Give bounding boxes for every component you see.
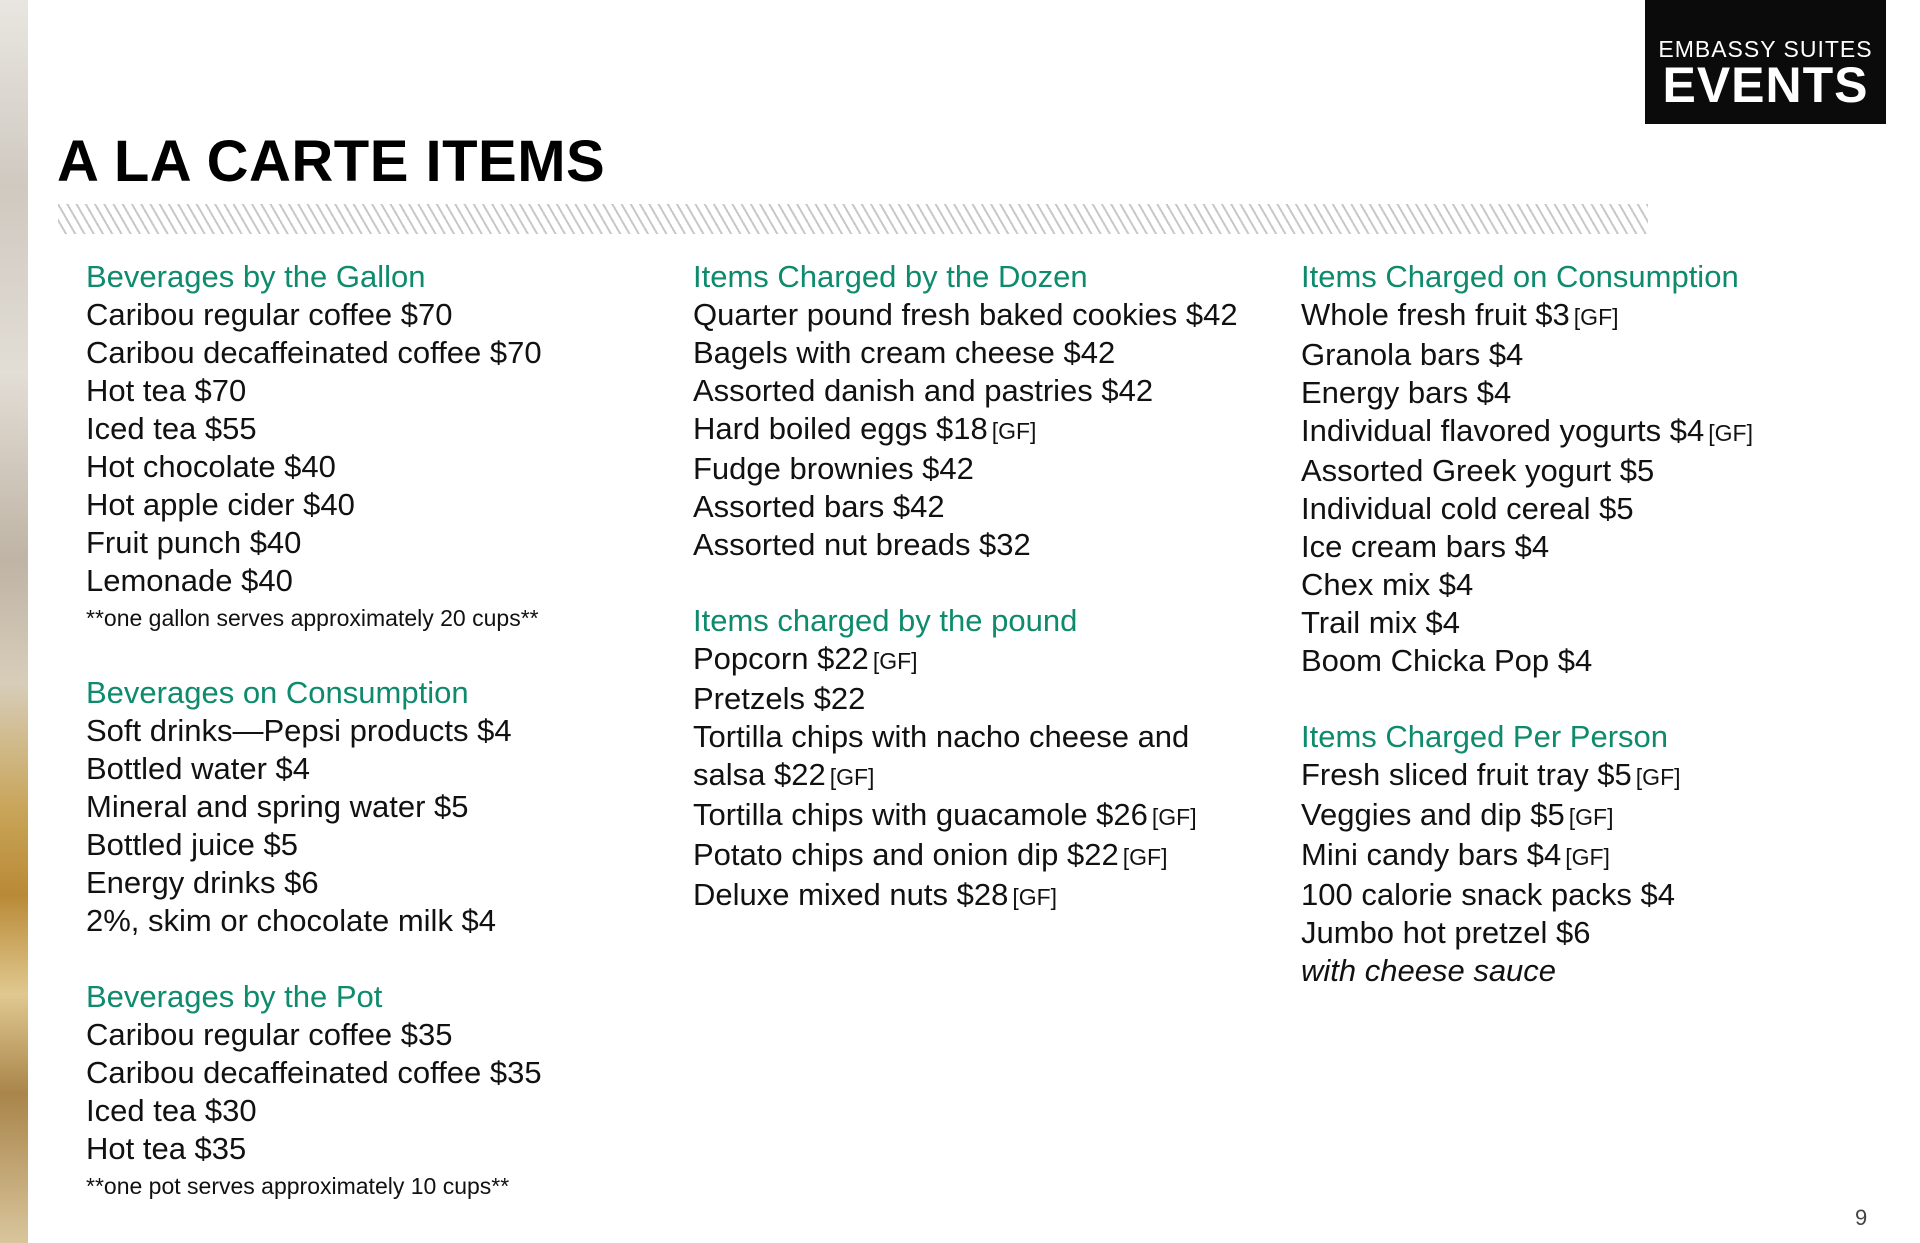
menu-item: Assorted Greek yogurt $5: [1301, 453, 1655, 488]
menu-item: Mineral and spring water $5: [86, 789, 469, 824]
gluten-free-tag: [GF]: [1012, 884, 1058, 910]
item-text: Tortilla chips with guacamole $26: [693, 797, 1148, 832]
menu-item: [693, 640, 1273, 680]
menu-item: Iced tea $30: [86, 1093, 257, 1128]
section-items-charged-by-the-dozen: [693, 258, 1273, 564]
menu-item: Granola bars $4: [1301, 337, 1524, 372]
menu-item: [1301, 412, 1881, 452]
item-text: Individual flavored yogurts $4: [1301, 413, 1705, 448]
item-text: Veggies and dip $5: [1301, 797, 1565, 832]
menu-item: [1301, 756, 1881, 796]
section-items-charged-per-person: [1301, 718, 1881, 990]
menu-column-3: [1301, 258, 1881, 990]
menu-item: Individual cold cereal $5: [1301, 491, 1634, 526]
gluten-free-tag: [GF]: [1151, 804, 1197, 830]
menu-item: Boom Chicka Pop $4: [1301, 643, 1593, 678]
menu-item: Caribou regular coffee $35: [86, 1017, 453, 1052]
item-text: Mini candy bars $4: [1301, 837, 1562, 872]
menu-column-1: [86, 258, 666, 1204]
serving-note: **one pot serves approximately 10 cups**: [86, 1173, 510, 1199]
section-beverages-on-consumption: [86, 674, 666, 940]
section-beverages-by-the-pot: [86, 978, 666, 1204]
menu-item: Fudge brownies $42: [693, 451, 974, 486]
menu-item: Caribou decaffeinated coffee $70: [86, 335, 542, 370]
section-title: Beverages by the Gallon: [86, 259, 426, 294]
hatched-divider: [58, 204, 1648, 234]
menu-item: Energy drinks $6: [86, 865, 319, 900]
item-text: Fresh sliced fruit tray $5: [1301, 757, 1632, 792]
item-subnote: with cheese sauce: [1301, 953, 1557, 988]
menu-item: 2%, skim or chocolate milk $4: [86, 903, 497, 938]
menu-item: [1301, 296, 1881, 336]
item-text: Whole fresh fruit $3: [1301, 297, 1570, 332]
menu-item: Bagels with cream cheese $42: [693, 335, 1116, 370]
gluten-free-tag: [GF]: [1635, 764, 1681, 790]
menu-item: [693, 836, 1273, 876]
gluten-free-tag: [GF]: [1122, 844, 1168, 870]
menu-item: Lemonade $40: [86, 563, 293, 598]
menu-item: [693, 796, 1273, 836]
menu-item: Hot tea $35: [86, 1131, 247, 1166]
menu-item: Bottled juice $5: [86, 827, 298, 862]
menu-item: Caribou regular coffee $70: [86, 297, 453, 332]
menu-item: Pretzels $22: [693, 681, 866, 716]
menu-item: Fruit punch $40: [86, 525, 302, 560]
logo-brand-text: EMBASSY SUITES: [1658, 36, 1873, 62]
food-photo-strip: [0, 0, 28, 1243]
item-text: Potato chips and onion dip $22: [693, 837, 1119, 872]
gluten-free-tag: [GF]: [1565, 844, 1610, 870]
logo-events-text: EVENTS: [1662, 57, 1869, 113]
page-title: A LA CARTE ITEMS: [57, 129, 606, 194]
menu-item: Iced tea $55: [86, 411, 257, 446]
gluten-free-tag: [GF]: [1708, 420, 1753, 446]
menu-item: Caribou decaffeinated coffee $35: [86, 1055, 542, 1090]
item-text: Popcorn $22: [693, 641, 869, 676]
menu-item: Assorted danish and pastries $42: [693, 373, 1154, 408]
menu-item: Assorted nut breads $32: [693, 527, 1031, 562]
menu-item: [1301, 836, 1881, 876]
menu-item: [693, 718, 1253, 796]
menu-item: Hot chocolate $40: [86, 449, 336, 484]
menu-item: Trail mix $4: [1301, 605, 1461, 640]
section-title: Items Charged by the Dozen: [693, 259, 1088, 294]
menu-item: Chex mix $4: [1301, 567, 1474, 602]
gluten-free-tag: [GF]: [872, 648, 918, 674]
menu-item: [693, 410, 1273, 450]
page-number: 9: [1855, 1205, 1868, 1230]
menu-item: Hot apple cider $40: [86, 487, 355, 522]
section-items-charged-on-consumption: [1301, 258, 1881, 680]
menu-item: Bottled water $4: [86, 751, 311, 786]
item-text: Hard boiled eggs $18: [693, 411, 988, 446]
gluten-free-tag: [GF]: [829, 764, 875, 790]
section-title: Items Charged Per Person: [1301, 719, 1669, 754]
section-title: Items Charged on Consumption: [1301, 259, 1739, 294]
menu-item: Jumbo hot pretzel $6: [1301, 915, 1591, 950]
menu-item: Hot tea $70: [86, 373, 247, 408]
menu-item: [1301, 796, 1881, 836]
menu-item: 100 calorie snack packs $4: [1301, 877, 1675, 912]
embassy-suites-events-logo: [1645, 0, 1886, 124]
section-title: Beverages by the Pot: [86, 979, 383, 1014]
section-title: Items charged by the pound: [693, 603, 1078, 638]
section-title: Beverages on Consumption: [86, 675, 469, 710]
item-text: Deluxe mixed nuts $28: [693, 877, 1009, 912]
menu-item: Energy bars $4: [1301, 375, 1512, 410]
gluten-free-tag: [GF]: [1568, 804, 1614, 830]
menu-item: Ice cream bars $4: [1301, 529, 1550, 564]
gluten-free-tag: [GF]: [1573, 304, 1619, 330]
menu-item: Soft drinks—Pepsi products $4: [86, 713, 512, 748]
menu-item: Quarter pound fresh baked cookies $42: [693, 297, 1238, 332]
section-items-charged-by-the-pound: [693, 602, 1273, 916]
serving-note: **one gallon serves approximately 20 cups**: [86, 605, 539, 631]
menu-column-2: [693, 258, 1273, 916]
menu-item: [693, 876, 1273, 916]
gluten-free-tag: [GF]: [991, 418, 1037, 444]
section-beverages-by-the-gallon: [86, 258, 666, 636]
menu-item: Assorted bars $42: [693, 489, 945, 524]
item-text: Tortilla chips with nacho cheese and salsa $22: [693, 719, 1190, 792]
